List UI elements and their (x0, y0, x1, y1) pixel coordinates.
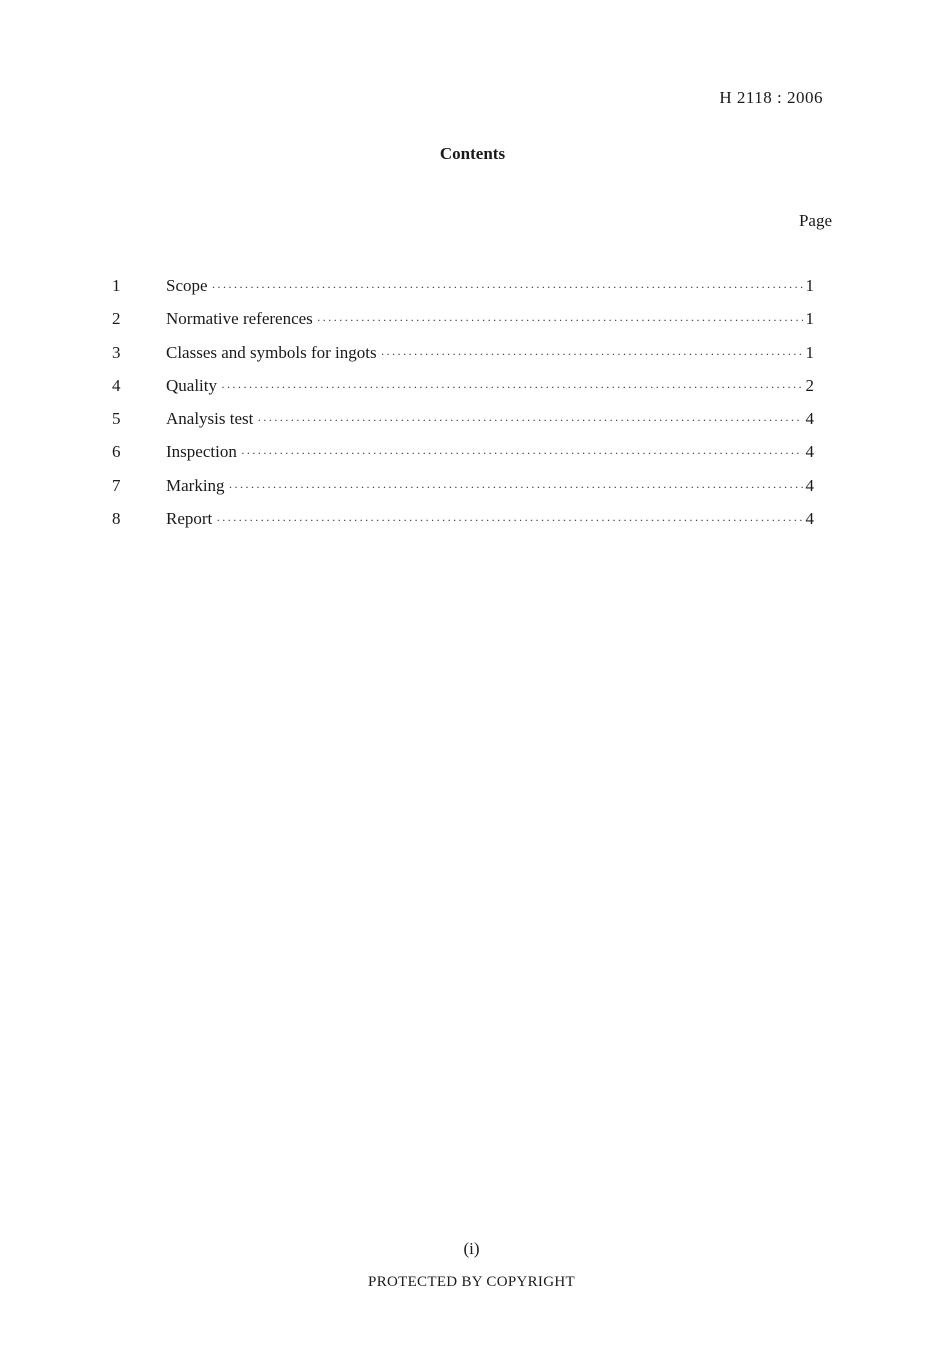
toc-entry-title: Analysis test (166, 409, 254, 429)
dot-leader (229, 480, 803, 495)
toc-entry-number: 7 (112, 475, 121, 495)
toc-entry-title: Classes and symbols for ingots (166, 342, 377, 362)
toc-entry-number: 4 (112, 375, 121, 395)
dot-leader (216, 513, 802, 528)
toc-entry-title: Marking (166, 475, 225, 495)
toc-entry-page: 4 (805, 475, 814, 495)
toc-entry-page: 1 (805, 309, 814, 329)
toc-entry-normative-references[interactable] (112, 309, 814, 342)
toc-entry-scope[interactable] (112, 276, 814, 309)
dot-leader (221, 380, 803, 395)
toc-entry-title: Normative references (166, 309, 313, 329)
toc-entry-classes-and-symbols[interactable] (112, 343, 814, 376)
page-folio: (i) (463, 1239, 480, 1258)
toc-entry-number: 6 (112, 442, 121, 462)
toc-entry-number: 5 (112, 409, 121, 429)
toc-entry-title: Scope (166, 276, 208, 295)
toc-entry-number: 3 (112, 342, 121, 362)
toc-entry-title: Quality (166, 375, 217, 395)
toc-entry-inspection[interactable] (112, 442, 814, 475)
toc-entry-report[interactable] (112, 509, 814, 542)
toc-entry-page: 4 (805, 409, 814, 429)
toc-entry-page: 1 (805, 342, 814, 362)
copyright-notice: PROTECTED BY COPYRIGHT (368, 1274, 575, 1290)
dot-leader (381, 347, 803, 362)
dot-leader (241, 446, 803, 461)
dot-leader (317, 313, 803, 328)
toc-entry-number: 2 (112, 309, 121, 329)
table-of-contents (112, 276, 814, 542)
dot-leader (257, 413, 802, 428)
toc-entry-number: 8 (112, 509, 121, 529)
page-column-label: Page (798, 211, 832, 230)
toc-entry-quality[interactable] (112, 376, 814, 409)
toc-entry-title: Report (166, 509, 213, 529)
toc-entry-page: 4 (805, 509, 814, 529)
toc-entry-page: 1 (805, 276, 814, 295)
toc-entry-marking[interactable] (112, 476, 814, 509)
toc-entry-number: 1 (112, 276, 121, 295)
toc-entry-title: Inspection (166, 442, 237, 462)
toc-entry-page: 2 (805, 375, 814, 395)
toc-entry-analysis-test[interactable] (112, 409, 814, 442)
toc-entry-page: 4 (805, 442, 814, 462)
document-id: H 2118 : 2006 (719, 88, 823, 107)
dot-leader (212, 280, 803, 295)
contents-heading: Contents (439, 144, 506, 163)
